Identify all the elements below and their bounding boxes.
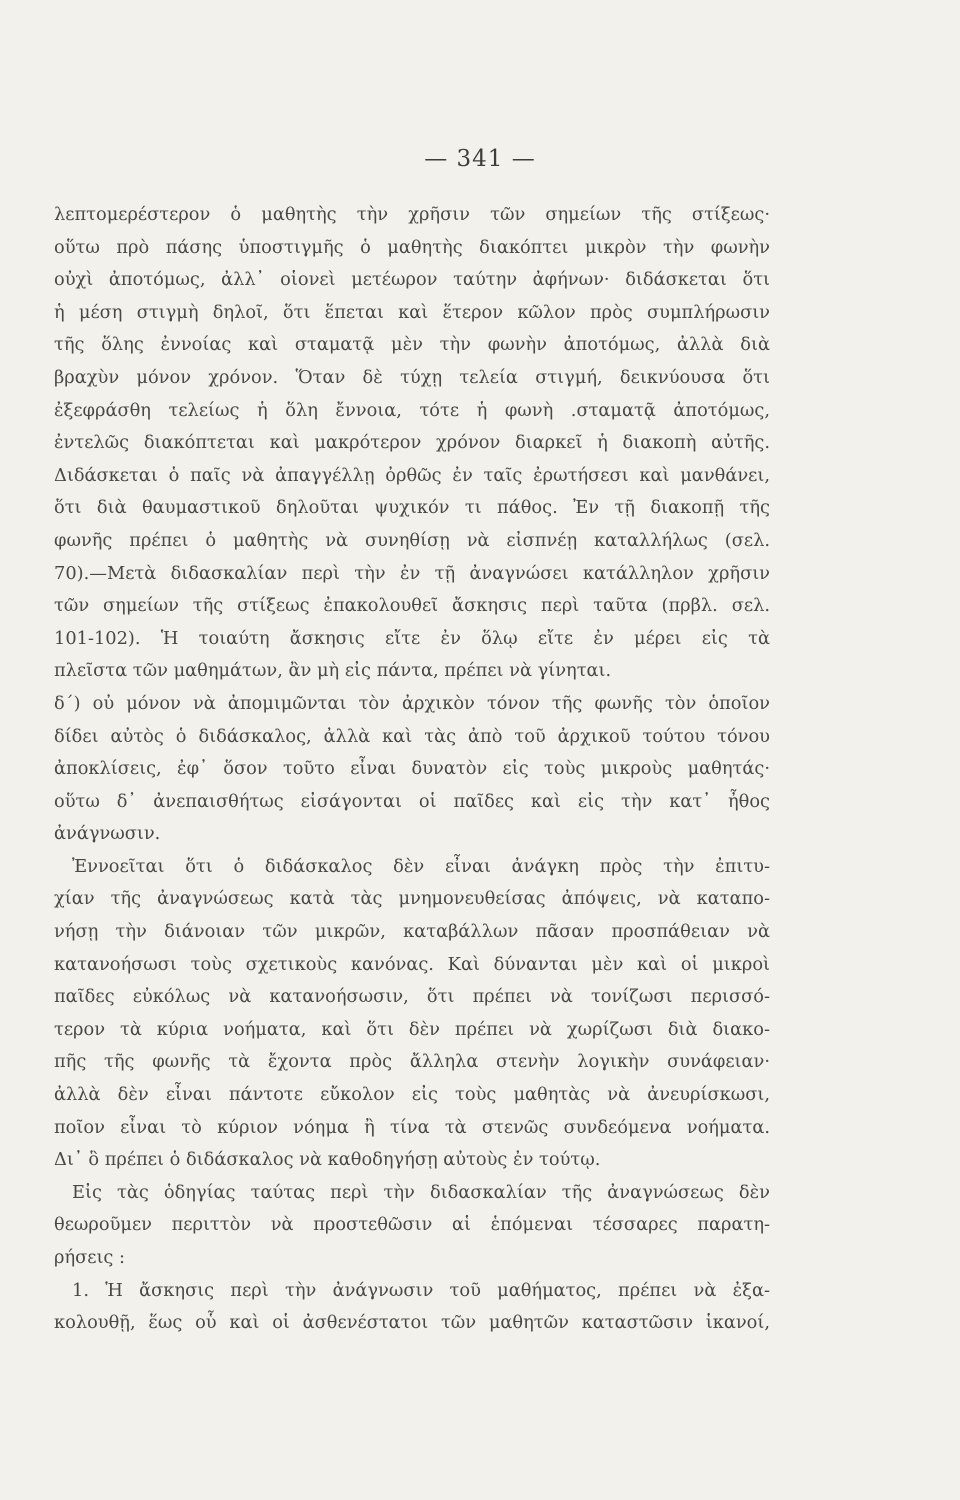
text-line: φωνῆς πρέπει ὁ μαθητὴς νὰ συνηθίσῃ νὰ εἰσπνέῃ καταλλήλως (σελ.	[54, 529, 770, 551]
text-line: χίαν τῆς ἀναγνώσεως κατὰ τὰς μνημονευθείσας ἀπόψεις, νὰ καταπο-	[54, 888, 770, 910]
text-line: πλεῖστα τῶν μαθημάτων, ἂν μὴ εἰς πάντα, πρέπει νὰ γίνηται.	[54, 660, 612, 682]
text-line: 1. Ἡ ἄσκησις περὶ τὴν ἀνάγνωσιν τοῦ μαθήματος, πρέπει νὰ ἐξα-	[72, 1279, 770, 1301]
text-line: Ἐννοεῖται ὅτι ὁ διδάσκαλος δὲν εἶναι ἀνάγκη πρὸς τὴν ἐπιτυ-	[72, 855, 770, 877]
text-line: ρήσεις :	[54, 1247, 126, 1268]
text-line: Δι᾽ ὃ πρέπει ὁ διδάσκαλος νὰ καθοδηγήσῃ αὐτοὺς ἐν τούτῳ.	[54, 1149, 601, 1171]
text-line: ἀποκλίσεις, ἐφ᾽ ὅσον τοῦτο εἶναι δυνατὸν εἰς τοὺς μικροὺς μαθητάς·	[54, 758, 770, 780]
page-number: — 341 —	[424, 146, 536, 172]
body-text	[54, 199, 770, 1340]
text-line: ἡ μέση στιγμὴ δηλοῖ, ὅτι ἕπεται καὶ ἕτερον κῶλον πρὸς συμπλήρωσιν	[54, 301, 770, 323]
text-line: ἐξεφράσθη τελείως ἡ ὅλη ἔννοια, τότε ἡ φωνὴ .σταματᾷ ἀποτόμως,	[54, 399, 770, 421]
text-line: δίδει αὐτὸς ὁ διδάσκαλος, ἀλλὰ καὶ τὰς ἀπὸ τοῦ ἀρχικοῦ τούτου τόνου	[54, 725, 770, 747]
text-line: τερον τὰ κύρια νοήματα, καὶ ὅτι δὲν πρέπει νὰ χωρίζωσι διὰ διακο-	[54, 1018, 770, 1040]
text-line: πῆς τῆς φωνῆς τὰ ἔχοντα πρὸς ἄλληλα στενὴν λογικὴν συνάφειαν·	[54, 1051, 770, 1073]
text-line: δ´) οὐ μόνον νὰ ἀπομιμῶνται τὸν ἀρχικὸν τόνον τῆς φωνῆς τὸν ὁποῖον	[54, 692, 770, 714]
text-line: παῖδες εὐκόλως νὰ κατανοήσωσιν, ὅτι πρέπει νὰ τονίζωσι περισσό-	[54, 986, 770, 1008]
text-line: ὅτι διὰ θαυμαστικοῦ δηλοῦται ψυχικόν τι πάθος. Ἐν τῇ διακοπῇ τῆς	[54, 497, 770, 519]
text-line: κατανοήσωσι τοὺς σχετικοὺς κανόνας. Καὶ δύνανται μὲν καὶ οἱ μικροὶ	[54, 953, 770, 975]
text-line: ἀλλὰ δὲν εἶναι πάντοτε εὔκολον εἰς τοὺς μαθητὰς νὰ ἀνευρίσκωσι,	[54, 1084, 770, 1106]
text-line: λεπτομερέστερον ὁ μαθητὴς τὴν χρῆσιν τῶν σημείων τῆς στίξεως·	[54, 204, 770, 225]
text-line: 101-102). Ἡ τοιαύτη ἄσκησις εἴτε ἐν ὅλῳ εἴτε ἐν μέρει εἰς τὰ	[54, 627, 770, 649]
text-line: ποῖον εἶναι τὸ κύριον νόημα ἢ τίνα τὰ στενῶς συνδεόμενα νοήματα.	[54, 1116, 770, 1138]
text-line: Εἰς τὰς ὁδηγίας ταύτας περὶ τὴν διδασκαλίαν τῆς ἀναγνώσεως δὲν	[72, 1181, 770, 1203]
text-line: νήσῃ τὴν διάνοιαν τῶν μικρῶν, καταβάλλων πᾶσαν προσπάθειαν νὰ	[54, 921, 770, 943]
text-line: ἐντελῶς διακόπτεται καὶ μακρότερον χρόνον διαρκεῖ ἡ διακοπὴ αὐτῆς.	[54, 432, 770, 454]
text-line: κολουθῇ, ἕως οὗ καὶ οἱ ἀσθενέστατοι τῶν μαθητῶν καταστῶσιν ἱκανοί,	[54, 1312, 770, 1334]
text-line: Διδάσκεται ὁ παῖς νὰ ἀπαγγέλλῃ ὀρθῶς ἐν ταῖς ἐρωτήσεσι καὶ μανθάνει,	[54, 464, 770, 486]
text-line: βραχὺν μόνον χρόνον. Ὅταν δὲ τύχῃ τελεία στιγμή, δεικνύουσα ὅτι	[54, 366, 770, 388]
text-line: τῶν σημείων τῆς στίξεως ἐπακολουθεῖ ἄσκησις περὶ ταῦτα (πρβλ. σελ.	[54, 595, 770, 617]
text-line: οὕτω πρὸ πάσης ὑποστιγμῆς ὁ μαθητὴς διακόπτει μικρὸν τὴν φωνὴν	[54, 236, 770, 258]
text-line: τῆς ὅλης ἐννοίας καὶ σταματᾷ μὲν τὴν φωνὴν ἀποτόμως, ἀλλὰ διὰ	[54, 334, 770, 356]
text-line: θεωροῦμεν περιττὸν νὰ προστεθῶσιν αἱ ἑπόμεναι τέσσαρες παρατη-	[54, 1214, 770, 1236]
text-line: οὕτω δ᾽ ἀνεπαισθήτως εἰσάγονται οἱ παῖδες καὶ εἰς τὴν κατ᾽ ἦθος	[54, 790, 770, 812]
text-line: ἀνάγνωσιν.	[54, 823, 161, 845]
text-line: 70).—Μετὰ διδασκαλίαν περὶ τὴν ἐν τῇ ἀναγνώσει κατάλληλον χρῆσιν	[54, 562, 770, 584]
text-line: οὐχὶ ἀποτόμως, ἀλλ᾽ οἱονεὶ μετέωρον ταύτην ἀφήνων· διδάσκεται ὅτι	[54, 269, 770, 291]
